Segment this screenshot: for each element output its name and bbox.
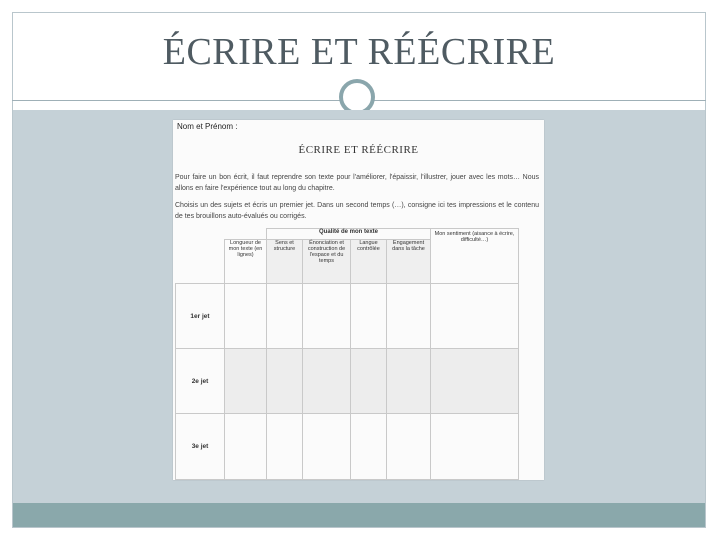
table-cell [303, 349, 351, 414]
table-cell [387, 414, 431, 480]
table-cell [267, 349, 303, 414]
col-length-header: Longueur de mon texte (en lignes) [225, 240, 267, 284]
worksheet-image [173, 120, 544, 480]
col-sense-header: Sens et structure [267, 240, 303, 284]
table-cell [351, 284, 387, 349]
table-cell [431, 284, 519, 349]
table-blank [225, 229, 267, 240]
table-cell [303, 414, 351, 480]
evaluation-table [175, 228, 519, 480]
table-cell [351, 349, 387, 414]
row-label-1: 1er jet [176, 284, 225, 349]
col-language-header: Langue contrôlée [351, 240, 387, 284]
name-field-label: Nom et Prénom : [177, 122, 238, 131]
col-enunciation-header: Énonciation et construction de l'espace et du temps [303, 240, 351, 284]
col-feeling-header: Mon sentiment (aisance à écrire, difficulté…) [431, 229, 519, 284]
col-engagement-header: Engagement dans la tâche [387, 240, 431, 284]
table-cell [267, 284, 303, 349]
table-cell [225, 284, 267, 349]
table-corner [176, 229, 225, 240]
intro-paragraph: Pour faire un bon écrit, il faut reprendre son texte pour l'améliorer, l'épaissir, l'illustrer, jouer avec les mots… Nous allons en faire l'expérience tout au long du chapitre. [175, 174, 539, 192]
footer-bar [13, 503, 705, 527]
table-cell [267, 414, 303, 480]
slide-title: ÉCRIRE ET RÉÉCRIRE [162, 31, 556, 73]
instruction-paragraph: Choisis un des sujets et écris un premier jet. Dans un second temps (…), consigne ici tes impressions et le contenu de tes brouillons auto-évalués ou corrigés. [175, 202, 539, 220]
table-cell [303, 284, 351, 349]
table-cell [387, 284, 431, 349]
table-group-header: Qualité de mon texte [267, 229, 431, 240]
table-cell [431, 349, 519, 414]
table-cell [225, 414, 267, 480]
table-blank-2 [176, 240, 225, 284]
row-label-3: 3e jet [176, 414, 225, 480]
table-cell [225, 349, 267, 414]
table-cell [351, 414, 387, 480]
table-cell [387, 349, 431, 414]
worksheet-title: ÉCRIRE ET RÉÉCRIRE [298, 144, 419, 156]
table-cell [431, 414, 519, 480]
row-label-2: 2e jet [176, 349, 225, 414]
